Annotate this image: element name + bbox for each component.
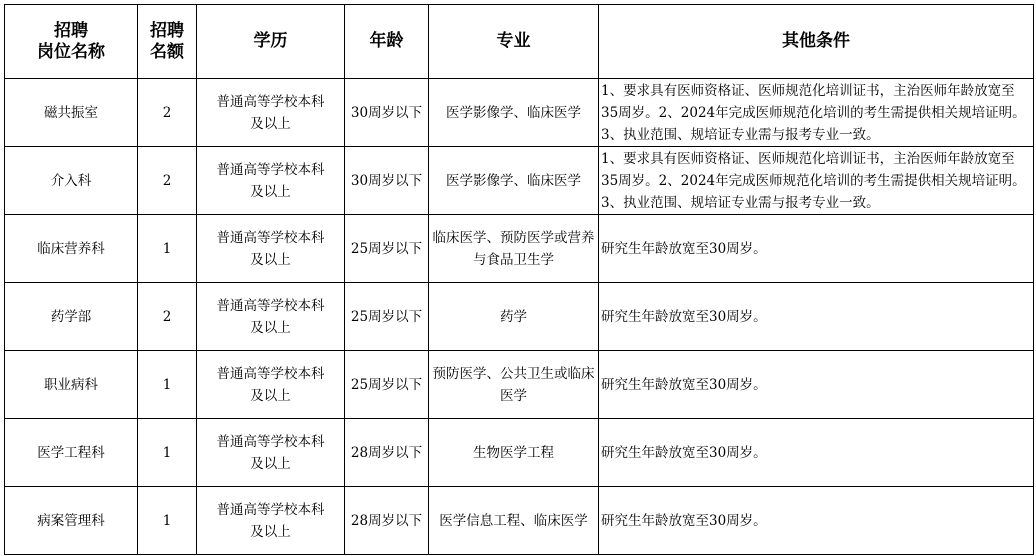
cell-position: 介入科	[5, 147, 138, 215]
table-row	[5, 283, 1034, 351]
header-count	[138, 5, 197, 79]
cell-other-conditions: 1、要求具有医师资格证、医师规范化培训证书，主治医师年龄放宽至35周岁。2、2024年完成医师规范化培训的考生需提供相关规培证明。 3、执业范围、规培证专业需与报考专业一致。	[599, 79, 1034, 147]
education-text: 普通高等学校本科及以上	[216, 365, 325, 404]
cell-position: 药学部	[5, 283, 138, 351]
cell-major: 临床医学、预防医学或营养与食品卫生学	[429, 215, 599, 283]
table-row	[5, 487, 1034, 555]
cell-education	[197, 283, 345, 351]
cell-age: 25周岁以下	[345, 351, 429, 419]
cell-count: 2	[138, 147, 197, 215]
cell-major: 药学	[429, 283, 599, 351]
cell-major: 医学信息工程、临床医学	[429, 487, 599, 555]
education-text: 普通高等学校本科及以上	[216, 229, 325, 268]
table-row	[5, 215, 1034, 283]
cell-age: 30周岁以下	[345, 147, 429, 215]
table-row	[5, 351, 1034, 419]
cell-position: 职业病科	[5, 351, 138, 419]
table-row	[5, 419, 1034, 487]
cell-count: 2	[138, 79, 197, 147]
cell-count: 2	[138, 283, 197, 351]
cell-position: 磁共振室	[5, 79, 138, 147]
education-text: 普通高等学校本科及以上	[216, 297, 325, 336]
cell-age: 25周岁以下	[345, 283, 429, 351]
cell-major: 医学影像学、临床医学	[429, 79, 599, 147]
education-text: 普通高等学校本科及以上	[216, 433, 325, 472]
cell-education	[197, 79, 345, 147]
header-row	[5, 5, 1034, 79]
cell-count: 1	[138, 215, 197, 283]
cell-other-conditions: 研究生年龄放宽至30周岁。	[599, 487, 1034, 555]
cell-education	[197, 419, 345, 487]
cell-position: 临床营养科	[5, 215, 138, 283]
cell-age: 28周岁以下	[345, 419, 429, 487]
cell-count: 1	[138, 351, 197, 419]
cell-education	[197, 351, 345, 419]
cell-education	[197, 487, 345, 555]
cell-count: 1	[138, 419, 197, 487]
education-text: 普通高等学校本科及以上	[216, 93, 325, 132]
header-other-conditions: 其他条件	[599, 5, 1034, 79]
cell-other-conditions: 研究生年龄放宽至30周岁。	[599, 351, 1034, 419]
cell-count: 1	[138, 487, 197, 555]
header-age: 年龄	[345, 5, 429, 79]
cell-major: 医学影像学、临床医学	[429, 147, 599, 215]
cell-major: 生物医学工程	[429, 419, 599, 487]
header-position-line2: 岗位名称	[37, 41, 105, 62]
cell-other-conditions: 研究生年龄放宽至30周岁。	[599, 419, 1034, 487]
cell-age: 28周岁以下	[345, 487, 429, 555]
cell-education	[197, 147, 345, 215]
cell-other-conditions: 研究生年龄放宽至30周岁。	[599, 215, 1034, 283]
cell-position: 病案管理科	[5, 487, 138, 555]
table-row	[5, 79, 1034, 147]
header-major: 专业	[429, 5, 599, 79]
header-education: 学历	[197, 5, 345, 79]
cell-major: 预防医学、公共卫生或临床医学	[429, 351, 599, 419]
cell-other-conditions: 1、要求具有医师资格证、医师规范化培训证书，主治医师年龄放宽至35周岁。2、2024年完成医师规范化培训的考生需提供相关规培证明。 3、执业范围、规培证专业需与报考专业一致。	[599, 147, 1034, 215]
header-count-line2: 名额	[150, 41, 184, 62]
cell-position: 医学工程科	[5, 419, 138, 487]
cell-age: 30周岁以下	[345, 79, 429, 147]
cell-age: 25周岁以下	[345, 215, 429, 283]
cell-other-conditions: 研究生年龄放宽至30周岁。	[599, 283, 1034, 351]
table-row	[5, 147, 1034, 215]
education-text: 普通高等学校本科及以上	[216, 161, 325, 200]
header-position-name	[5, 5, 138, 79]
cell-education	[197, 215, 345, 283]
recruitment-table	[4, 4, 1034, 555]
education-text: 普通高等学校本科及以上	[216, 501, 325, 540]
header-count-line1: 招聘	[150, 20, 184, 41]
header-position-line1: 招聘	[54, 20, 88, 41]
